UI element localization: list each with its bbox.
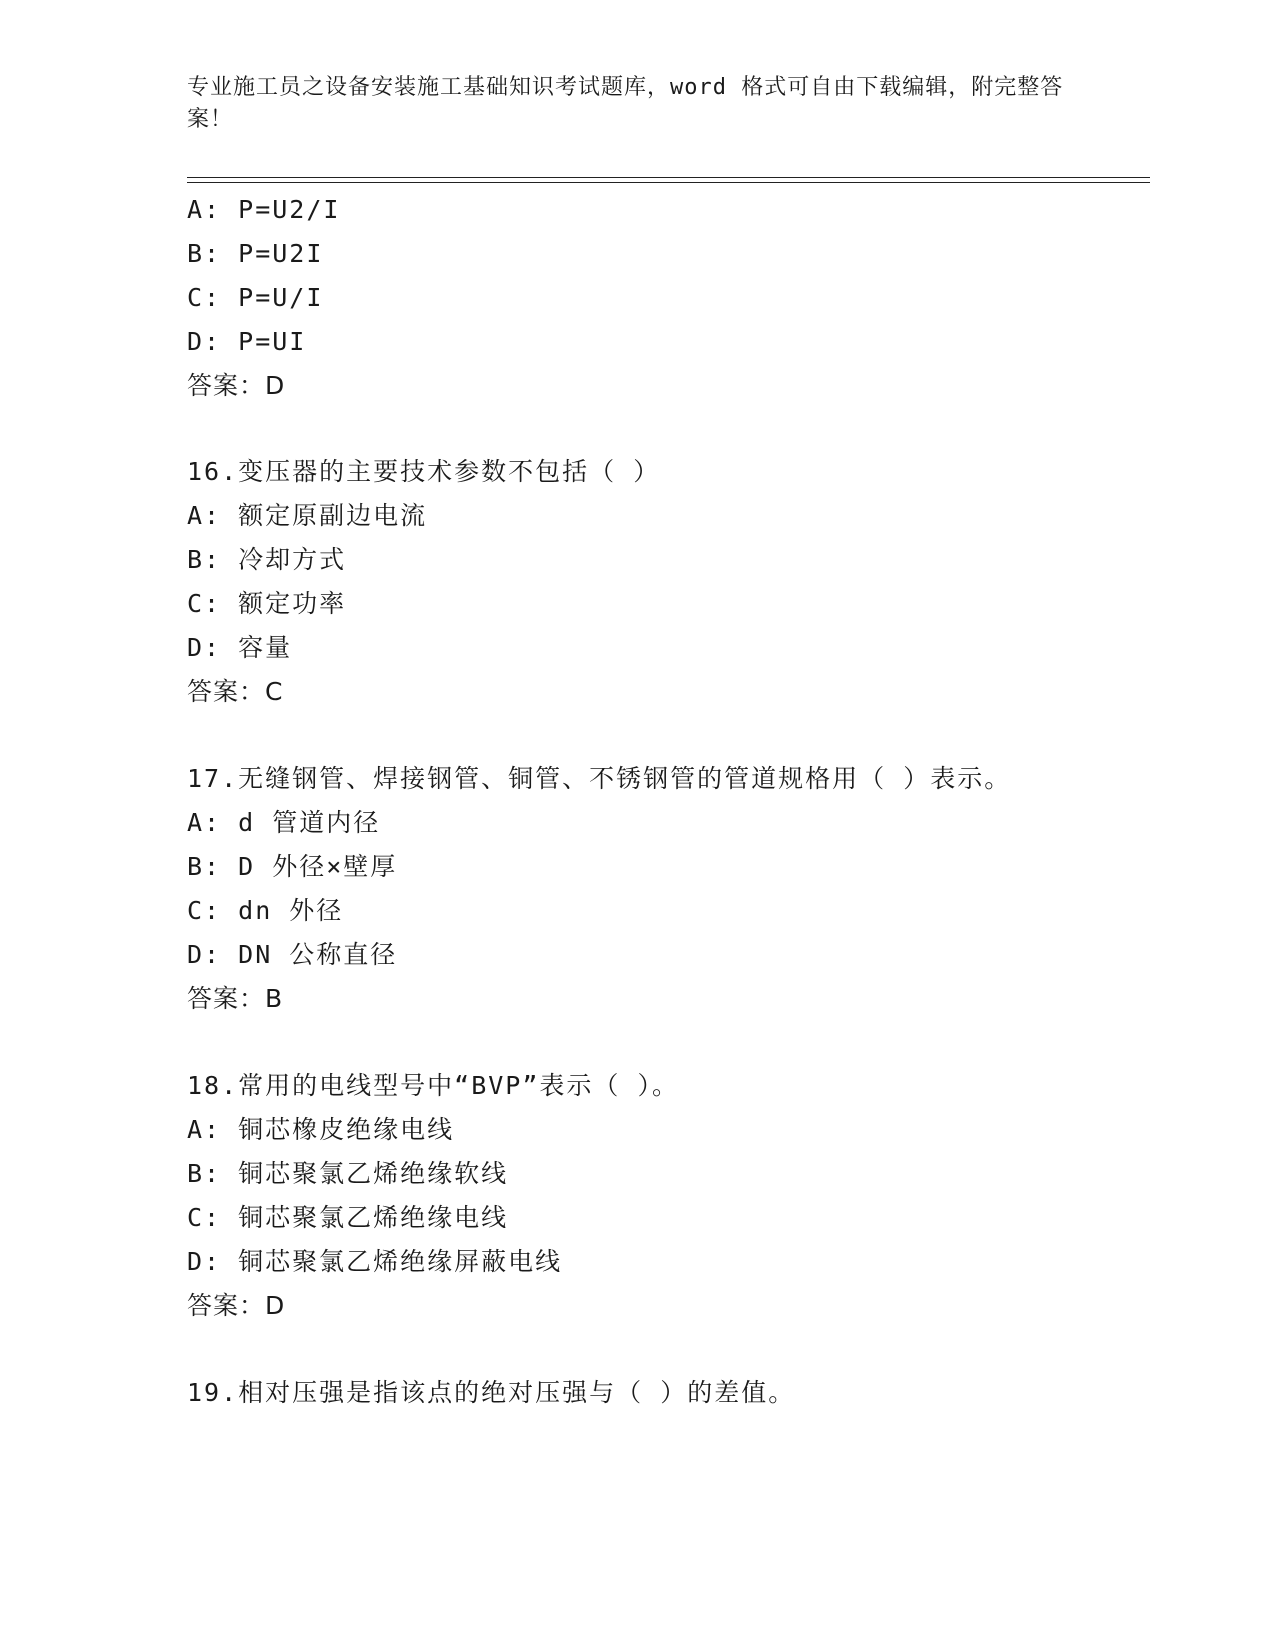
q19-stem: 19.相对压强是指该点的绝对压强与（ ）的差值。 xyxy=(187,1378,796,1407)
q18-option-d: D: 铜芯聚氯乙烯绝缘屏蔽电线 xyxy=(187,1247,563,1276)
header-rule-top xyxy=(187,177,1150,178)
prev-option-c: C: P=U/I xyxy=(187,283,324,312)
prev-answer: 答案：D xyxy=(187,371,286,400)
q16-option-c: C: 额定功率 xyxy=(187,589,347,618)
q16-option-a: A: 额定原副边电流 xyxy=(187,501,428,530)
header-rule-bottom xyxy=(187,182,1150,183)
q17-option-a: A: d 管道内径 xyxy=(187,808,381,837)
q16-option-b: B: 冷却方式 xyxy=(187,545,347,574)
q17-option-b: B: D 外径×壁厚 xyxy=(187,852,398,881)
q18-answer: 答案：D xyxy=(187,1291,286,1320)
q17-option-c: C: dn 外径 xyxy=(187,896,344,925)
q18-option-a: A: 铜芯橡皮绝缘电线 xyxy=(187,1115,455,1144)
q18-stem: 18.常用的电线型号中“BVP”表示（ ）。 xyxy=(187,1071,679,1100)
q17-option-d: D: DN 公称直径 xyxy=(187,940,398,969)
prev-option-a: A: P=U2/I xyxy=(187,195,341,224)
q18-option-b: B: 铜芯聚氯乙烯绝缘软线 xyxy=(187,1159,509,1188)
q16-answer: 答案：C xyxy=(187,677,284,706)
q17-stem: 17.无缝钢管、焊接钢管、铜管、不锈钢管的管道规格用（ ）表示。 xyxy=(187,764,1012,793)
q18-option-c: C: 铜芯聚氯乙烯绝缘电线 xyxy=(187,1203,509,1232)
q17-answer: 答案：B xyxy=(187,984,284,1013)
prev-option-d: D: P=UI xyxy=(187,327,307,356)
document-header: 专业施工员之设备安装施工基础知识考试题库，word 格式可自由下载编辑，附完整答案！ xyxy=(187,75,1064,132)
prev-option-b: B: P=U2I xyxy=(187,239,324,268)
q16-option-d: D: 容量 xyxy=(187,633,293,662)
q16-stem: 16.变压器的主要技术参数不包括（ ） xyxy=(187,457,661,486)
